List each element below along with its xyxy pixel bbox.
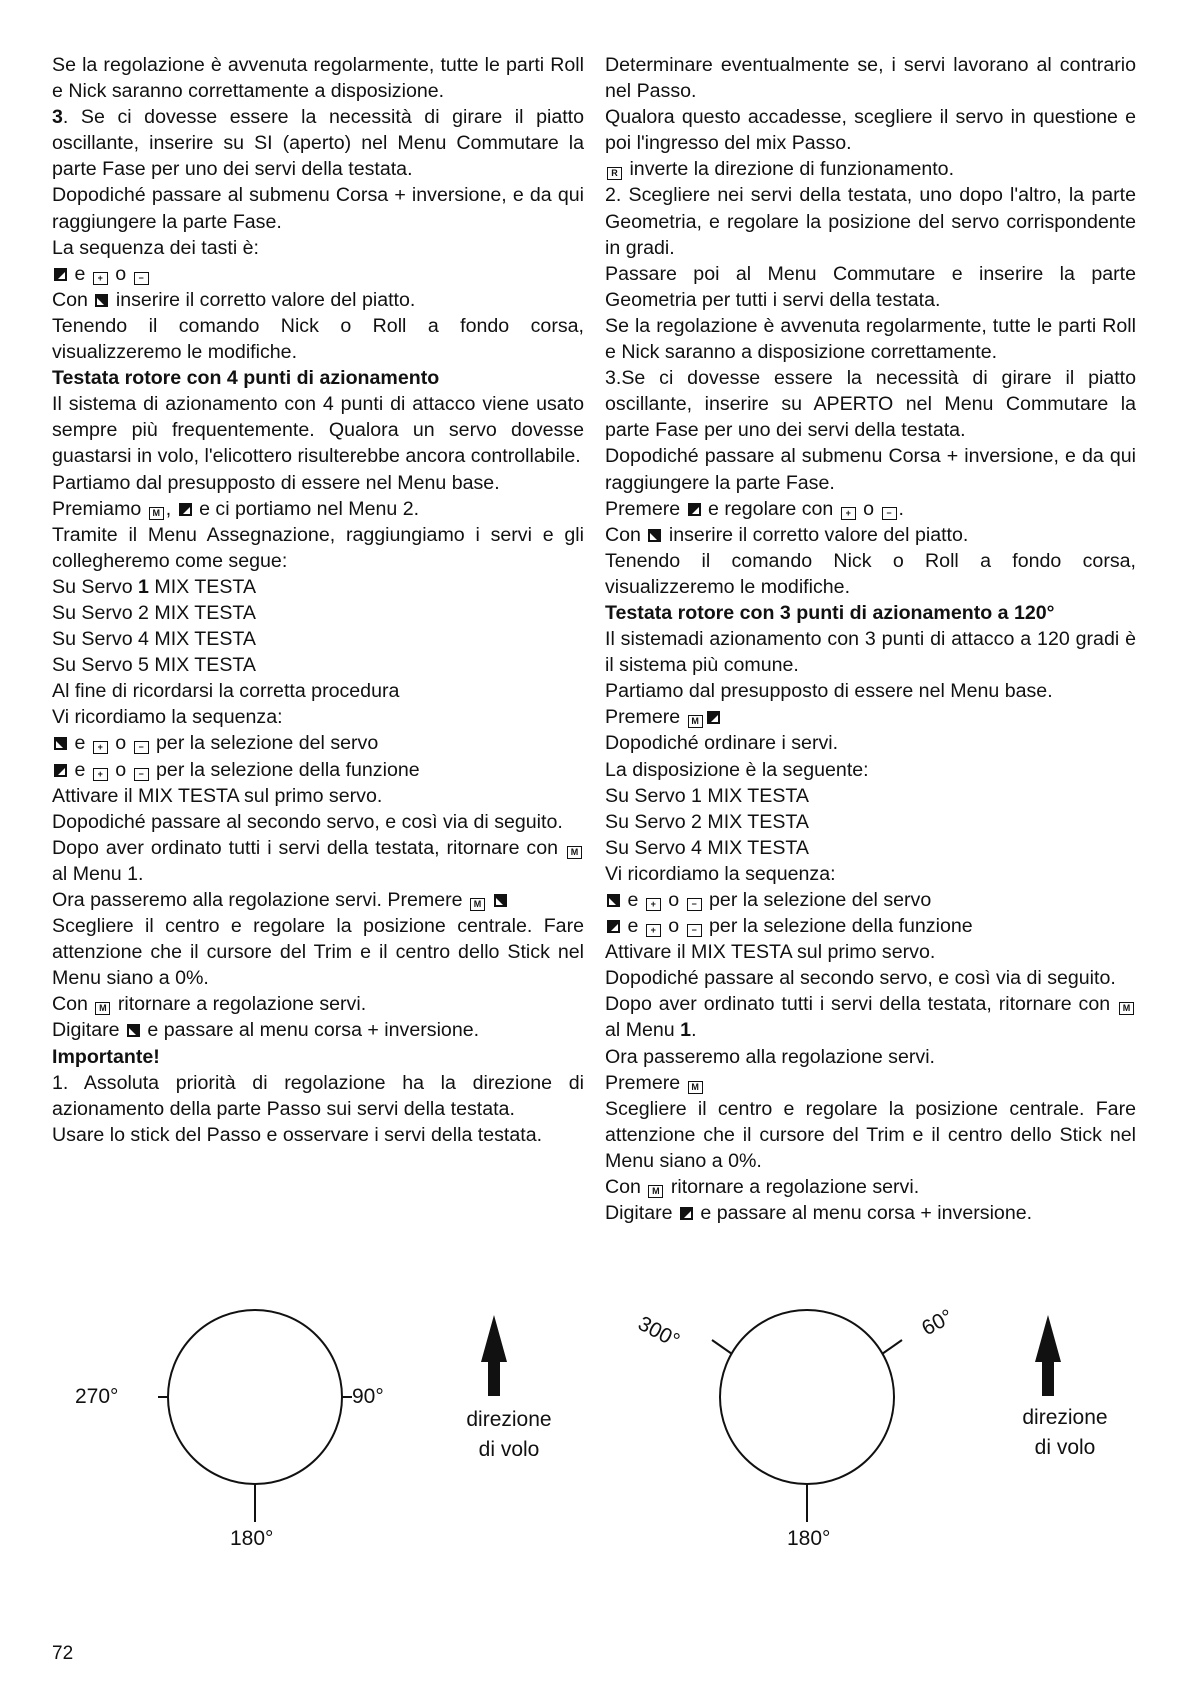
paragraph — [605, 965, 1136, 991]
text-run: Con — [52, 288, 94, 311]
text-run: Dopodiché passare al submenu Corsa + inversione, e da qui raggiungere la parte Fase. — [52, 184, 584, 233]
flight-direction-caption-right: direzione di volo — [1022, 1406, 1108, 1459]
enter-key-icon — [95, 294, 108, 307]
text-run: Su Servo 2 MIX TESTA — [52, 601, 256, 624]
text-run: Attivare il MIX TESTA sul primo servo. — [605, 941, 936, 964]
text-run: Vi ricordiamo la sequenza: — [52, 706, 283, 729]
angle-label-270: 270° — [75, 1385, 119, 1408]
paragraph — [52, 391, 584, 469]
angle-label-300: 300° — [634, 1312, 684, 1353]
text-run: Tenendo il comando Nick o Roll a fondo corsa, visualizzeremo le modifiche. — [52, 314, 584, 364]
text-run: Se la regolazione è avvenuta regolarmente, tutte le parti Roll e Nick saranno a disposizione correttamente. — [605, 314, 1136, 364]
text-run: Vi ricordiamo la sequenza: — [605, 862, 836, 885]
paragraph — [52, 809, 584, 835]
paragraph — [605, 913, 1136, 939]
select-key-icon — [607, 920, 620, 933]
menu-key-icon: M — [95, 1002, 110, 1015]
paragraph — [605, 939, 1136, 965]
text-run: 1. Assoluta priorità di regolazione ha la direzione di azionamento della parte Passo sui servi della testata. — [52, 1071, 584, 1120]
text-run: o — [109, 758, 132, 781]
paragraph — [605, 522, 1136, 548]
paragraph — [52, 1070, 584, 1122]
minus-key-icon: − — [687, 924, 702, 937]
paragraph — [52, 574, 584, 600]
text-run: e passare al menu corsa + inversione. — [141, 1019, 480, 1042]
text-run: Ora passeremo alla regolazione servi. — [605, 1045, 935, 1068]
paragraph — [605, 1096, 1136, 1174]
text-run: o — [109, 732, 132, 755]
menu-key-icon: M — [1119, 1002, 1134, 1015]
minus-key-icon: − — [882, 507, 897, 520]
text-run: Dopodiché passare al secondo servo, e così via di seguito. — [605, 967, 1116, 990]
text-run: e regolare con — [702, 497, 839, 520]
text-run: o — [662, 915, 685, 938]
paragraph — [52, 522, 584, 574]
section-heading — [52, 1044, 584, 1070]
text-run: Su Servo 1 MIX TESTA — [605, 784, 809, 807]
paragraph — [52, 600, 584, 626]
paragraph — [605, 443, 1136, 495]
text-run: La sequenza dei tasti è: — [52, 236, 259, 259]
text-run: Dopodiché passare al submenu Corsa + inversione, e da qui raggiungere la parte Fase. — [605, 445, 1136, 494]
text-run: Digitare — [52, 1019, 125, 1042]
paragraph — [605, 678, 1136, 704]
angle-label-60: 60° — [918, 1305, 957, 1341]
servo-arm-60 — [882, 1340, 902, 1354]
paragraph — [605, 1070, 1136, 1096]
text-run: Su Servo — [52, 575, 139, 598]
text-run: e passare al menu corsa + inversione. — [694, 1202, 1033, 1225]
angle-label-180-left: 180° — [230, 1527, 274, 1550]
paragraph — [605, 104, 1136, 156]
angle-label-90: 90° — [352, 1385, 384, 1408]
text-run: Premere — [605, 1071, 686, 1094]
text-run: Usare lo stick del Passo e osservare i servi della testata. — [52, 1123, 543, 1146]
text-run: ritornare a regolazione servi. — [112, 993, 367, 1016]
section-heading — [605, 600, 1136, 626]
text-run: La disposizione è la seguente: — [605, 758, 869, 781]
paragraph — [605, 887, 1136, 913]
menu-key-icon: M — [470, 898, 485, 911]
text-run: Con — [605, 1176, 647, 1199]
paragraph — [605, 365, 1136, 443]
text-run: e — [622, 889, 644, 911]
paragraph — [605, 261, 1136, 313]
section-heading — [52, 365, 584, 391]
text-run: e — [69, 262, 91, 285]
enter-key-icon — [54, 737, 67, 750]
text-run: Il sistema di azionamento con 4 punti di attacco viene usato sempre più frequentemente. Qualora un servo dovesse guastarsi in volo, l'elicottero risulterebbe ancora controllabile. — [52, 393, 584, 468]
paragraph — [52, 104, 584, 182]
text-run: per la selezione del servo — [150, 732, 379, 755]
paragraph — [52, 626, 584, 652]
text-run: Testata rotore con 4 punti di azionamento — [52, 367, 440, 390]
select-key-icon — [54, 764, 67, 777]
text-run: inverte la direzione di funzionamento. — [624, 158, 955, 181]
plus-key-icon: + — [646, 898, 661, 911]
text-run: Su Servo 4 MIX TESTA — [52, 628, 256, 651]
text-run — [487, 889, 492, 911]
paragraph — [52, 470, 584, 496]
text-run: per la selezione della funzione — [703, 915, 973, 938]
paragraph — [52, 783, 584, 809]
text-run: Tenendo il comando Nick o Roll a fondo corsa, visualizzeremo le modifiche. — [605, 549, 1136, 598]
paragraph — [52, 261, 584, 287]
angle-label-180-right: 180° — [787, 1527, 831, 1550]
text-run: Qualora questo accadesse, scegliere il servo in questione e poi l'ingresso del mix Passo. — [605, 106, 1136, 155]
text-run: Partiamo dal presupposto di essere nel Menu base. — [52, 471, 500, 494]
text-run: Partiamo dal presupposto di essere nel Menu base. — [605, 680, 1053, 703]
servo-arm-300 — [712, 1340, 732, 1354]
paragraph — [52, 287, 584, 313]
paragraph — [52, 913, 584, 991]
text-run: inserire il corretto valore del piatto. — [110, 288, 416, 311]
paragraph — [605, 182, 1136, 260]
paragraph — [52, 730, 584, 756]
text-run: , — [165, 497, 177, 520]
text-run: Determinare eventualmente se, i servi lavorano al contrario nel Passo. — [605, 54, 1136, 103]
text-run: Dopo aver ordinato tutti i servi della testata, ritornare con — [605, 993, 1117, 1016]
text-run: Passare poi al Menu Commutare e inserire la parte Geometria per tutti i servi della testata. — [605, 262, 1136, 311]
paragraph — [605, 156, 1136, 182]
text-run: Premere — [605, 706, 686, 729]
flight-direction-arrow-icon — [481, 1315, 507, 1396]
plus-key-icon: + — [841, 507, 856, 520]
enter-key-icon — [127, 1024, 140, 1037]
minus-key-icon: − — [687, 898, 702, 911]
plus-key-icon: + — [646, 924, 661, 937]
text-run: 1 — [138, 575, 149, 598]
minus-key-icon: − — [134, 272, 149, 285]
right-text-column — [605, 52, 1136, 1226]
paragraph — [605, 783, 1136, 809]
paragraph — [605, 861, 1136, 887]
text-run: Dopodiché ordinare i servi. — [605, 732, 839, 755]
text-run: Dopo aver ordinato tutti i servi della testata, ritornare con — [52, 836, 565, 859]
paragraph — [605, 1174, 1136, 1200]
paragraph — [52, 757, 584, 783]
paragraph — [52, 1017, 584, 1043]
text-run: Dopodiché passare al secondo servo, e così via di seguito. — [52, 810, 563, 833]
menu-key-icon: M — [149, 507, 164, 520]
paragraph — [52, 835, 584, 887]
select-key-icon — [680, 1207, 693, 1220]
reverse-key-icon: R — [607, 167, 622, 180]
text-run: inserire il corretto valore del piatto. — [663, 523, 969, 546]
select-key-icon — [54, 268, 67, 281]
text-run: 2. Scegliere nei servi della testata, uno dopo l'altro, la parte Geometria, e regolare la posizione del servo corrispondente in gradi. — [605, 184, 1136, 259]
text-run: Tramite il Menu Assegnazione, raggiungiamo i servi e gli collegheremo come segue: — [52, 523, 584, 572]
paragraph — [52, 52, 584, 104]
enter-key-icon — [607, 894, 620, 907]
paragraph — [605, 548, 1136, 600]
text-run: Attivare il MIX TESTA sul primo servo. — [52, 784, 383, 807]
paragraph — [52, 313, 584, 365]
text-run: Al fine di ricordarsi la corretta procedura — [52, 680, 400, 703]
paragraph — [52, 652, 584, 678]
text-run: . — [898, 497, 904, 520]
text-run: Scegliere il centro e regolare la posizione centrale. Fare attenzione che il cursore del Trim e il centro dello Stick nel Menu siano a 0%. — [52, 915, 584, 990]
minus-key-icon: − — [134, 741, 149, 754]
select-key-icon — [688, 503, 701, 516]
text-run: e — [69, 758, 91, 781]
text-run: Su Servo 2 MIX TESTA — [605, 810, 809, 833]
text-run: e — [622, 915, 644, 938]
paragraph — [605, 313, 1136, 365]
swashplate-circle — [168, 1310, 342, 1484]
text-run: MIX TESTA — [148, 575, 257, 598]
text-run: ritornare a regolazione servi. — [665, 1176, 920, 1199]
paragraph — [605, 1044, 1136, 1070]
text-run: Testata rotore con 3 punti di azionamento a 120° — [605, 601, 1055, 624]
paragraph — [52, 887, 584, 913]
paragraph — [605, 52, 1136, 104]
paragraph — [52, 182, 584, 234]
text-run: Scegliere il centro e regolare la posizione centrale. Fare attenzione che il cursore del Trim e il centro dello Stick nel Menu siano a 0%. — [605, 1097, 1136, 1172]
text-run: per la selezione del servo — [703, 889, 932, 911]
menu-key-icon: M — [688, 1081, 703, 1094]
paragraph — [605, 626, 1136, 678]
text-run: al Menu — [605, 1019, 681, 1042]
text-run: 3 — [52, 106, 63, 129]
plus-key-icon: + — [93, 272, 108, 285]
paragraph — [52, 704, 584, 730]
text-run: Con — [605, 523, 647, 546]
text-run: o — [662, 889, 685, 911]
menu-key-icon: M — [567, 846, 582, 859]
text-run: . — [691, 1019, 697, 1042]
text-run: . Se ci dovesse essere la necessità di girare il piatto oscillante, inserire su SI (aperto) nel Menu Commutare la parte Fase per uno dei servi della testata. — [52, 106, 584, 181]
text-run: Premere — [605, 497, 686, 520]
paragraph — [605, 730, 1136, 756]
page-number: 72 — [52, 1643, 74, 1664]
paragraph — [605, 809, 1136, 835]
text-run: Con — [52, 993, 94, 1016]
text-run: al Menu 1. — [52, 862, 144, 885]
paragraph — [605, 757, 1136, 783]
text-run: Ora passeremo alla regolazione servi. Premere — [52, 889, 469, 911]
flight-direction-caption-left: direzione di volo — [466, 1408, 552, 1461]
paragraph — [52, 991, 584, 1017]
paragraph — [52, 235, 584, 261]
text-run: 3.Se ci dovesse essere la necessità di girare il piatto oscillante, inserire su APERTO nel Menu Commutare la parte Fase per uno dei servi della testata. — [605, 367, 1136, 442]
enter-key-icon — [648, 529, 661, 542]
text-run: Digitare — [605, 1202, 678, 1225]
text-run: Premiamo — [52, 497, 147, 520]
text-run: 1 — [680, 1019, 692, 1042]
paragraph — [605, 835, 1136, 861]
select-key-icon — [707, 711, 720, 724]
swashplate-circle — [720, 1310, 894, 1484]
text-run: e — [69, 732, 91, 755]
flight-direction-arrow-icon — [1035, 1315, 1061, 1396]
text-run: per la selezione della funzione — [150, 758, 420, 781]
minus-key-icon: − — [134, 768, 149, 781]
plus-key-icon: + — [93, 741, 108, 754]
plus-key-icon: + — [93, 768, 108, 781]
text-run: o — [109, 262, 132, 285]
paragraph — [605, 496, 1136, 522]
text-run: Su Servo 4 MIX TESTA — [605, 836, 809, 859]
text-run: Il sistemadi azionamento con 3 punti di attacco a 120 gradi è il sistema più comune. — [605, 628, 1136, 677]
left-text-column — [52, 52, 584, 1148]
menu-key-icon: M — [648, 1185, 663, 1198]
enter-key-icon — [494, 894, 507, 907]
text-run: e ci portiamo nel Menu 2. — [193, 497, 420, 520]
paragraph — [52, 678, 584, 704]
text-run: o — [857, 497, 880, 520]
paragraph — [605, 704, 1136, 730]
text-run: Importante! — [52, 1045, 160, 1068]
paragraph — [605, 1200, 1136, 1226]
text-run: Se la regolazione è avvenuta regolarmente, tutte le parti Roll e Nick saranno correttamente a disposizione. — [52, 54, 584, 103]
select-key-icon — [179, 503, 192, 516]
paragraph — [52, 1122, 584, 1148]
text-run: Su Servo 5 MIX TESTA — [52, 654, 256, 677]
paragraph — [52, 496, 584, 522]
paragraph — [605, 991, 1136, 1043]
menu-key-icon: M — [688, 715, 703, 728]
